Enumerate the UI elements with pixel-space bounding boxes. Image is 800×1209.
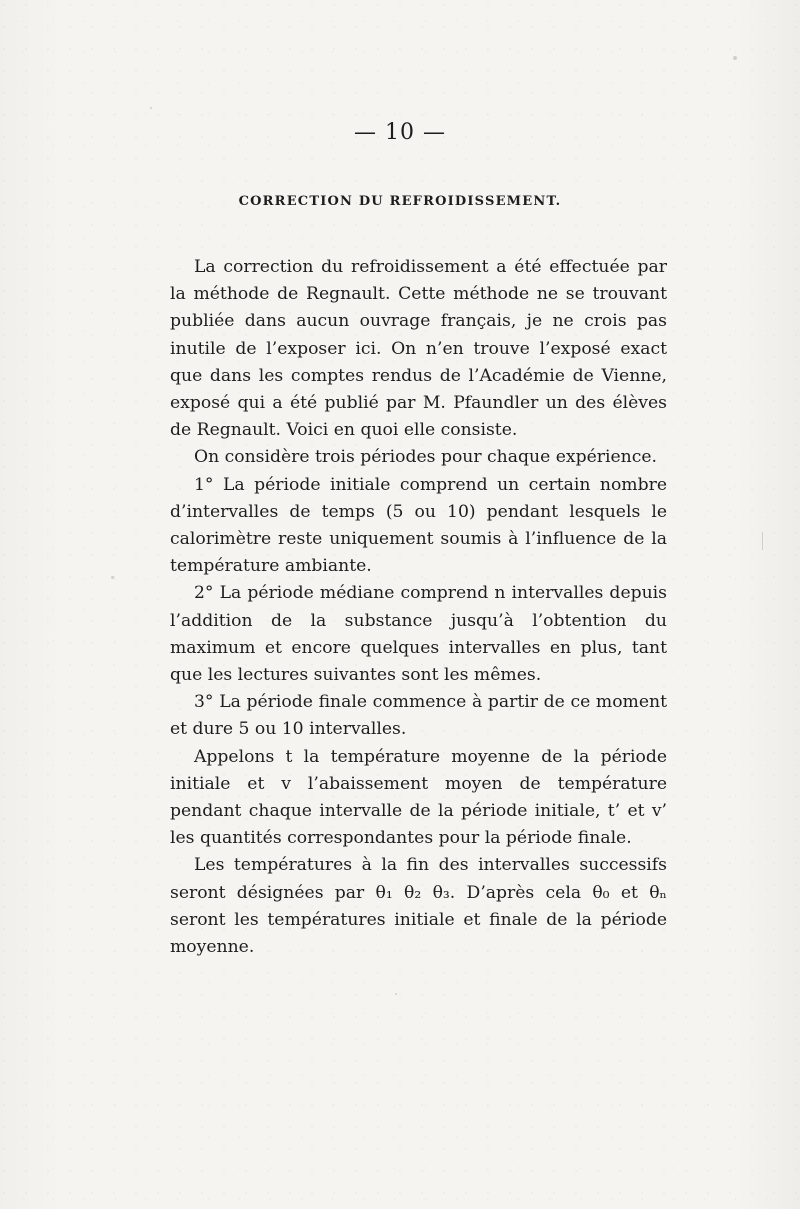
paper-speck	[111, 576, 114, 579]
page-number: — 10 —	[354, 120, 446, 145]
section-title: CORRECTION DU REFROIDISSEMENT.	[238, 194, 562, 209]
paper-speck	[150, 107, 152, 109]
paragraph-period-initial: 1° La période initiale comprend un certain nombre d’intervalles de temps (5 ou 10) pendant lesquels le calorimètre reste uniquement soumis à l’influence de la température ambiante.	[170, 474, 667, 577]
paper-speck	[762, 532, 763, 550]
paragraph-temperatures: Les températures à la fin des intervalles successifs seront désignées par θ₁ θ₂ θ₃. D’après cela θ₀ et θₙ seront les températures initiale et finale de la période moyenne.	[170, 855, 667, 958]
body-text	[170, 254, 667, 961]
paragraph-intro: La correction du refroidissement a été effectuée par la méthode de Regnault. Cette méthode ne se trouvant publiée dans aucun ouvrage français, je ne crois pas inutile de l’exposer ici. On n’en trouve l’exposé exact que dans les comptes rendus de l’Académie de Vienne, exposé qui a été publié par M. Pfaundler un des élèves de Regnault. Voici en quoi elle consiste.	[170, 257, 667, 441]
paragraph-definitions: Appelons t la température moyenne de la période initiale et v l’abaissement moyen de température pendant chaque intervalle de la période initiale, t’ et v’ les quantités correspondantes pour la période finale.	[170, 746, 667, 849]
paragraph-period-median: 2° La période médiane comprend n intervalles depuis l’addition de la substance jusqu’à l’obtention du maximum et encore quelques intervalles en plus, tant que les lectures suivantes sont les mêmes.	[170, 583, 667, 686]
paper-speck	[733, 56, 737, 60]
paper-speck	[395, 993, 397, 995]
paragraph-periods: On considère trois périodes pour chaque expérience.	[194, 447, 657, 468]
paragraph-period-final: 3° La période finale commence à partir de ce moment et dure 5 ou 10 intervalles.	[170, 692, 667, 740]
